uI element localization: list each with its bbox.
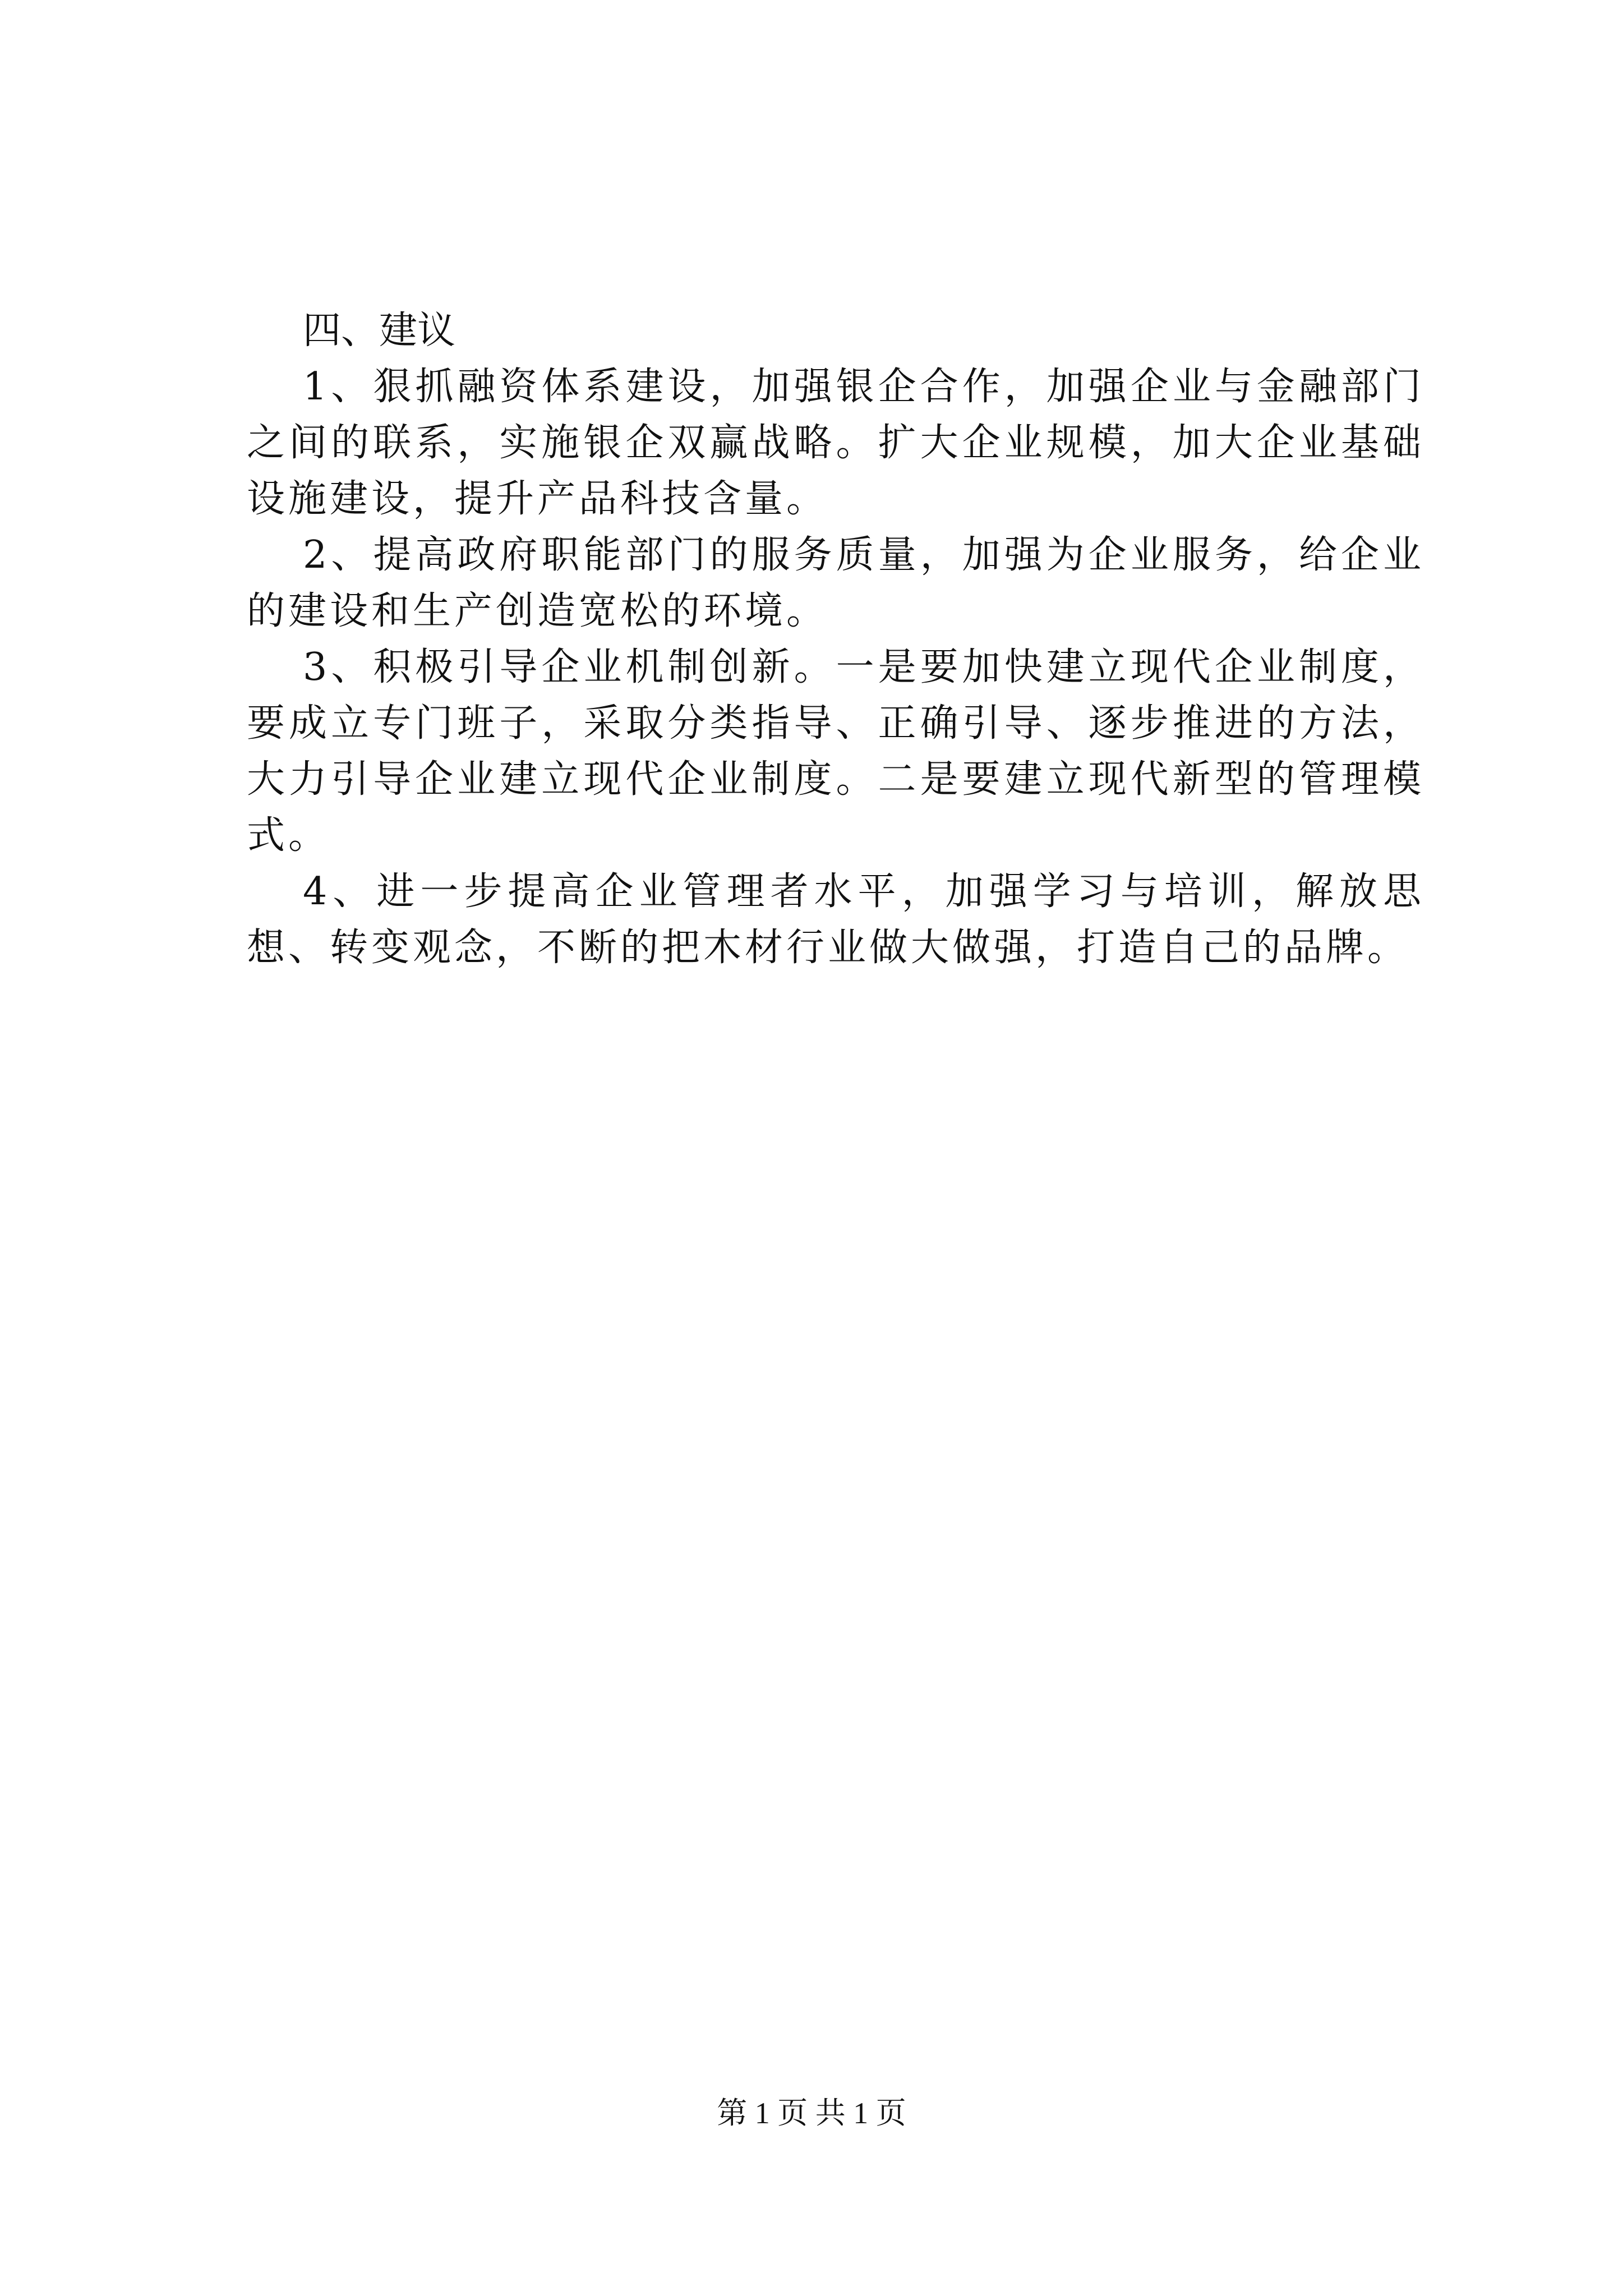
document-body <box>247 303 1424 976</box>
page-number-footer: 第 1 页 共 1 页 <box>717 2096 906 2130</box>
paragraph-1: 1、狠抓融资体系建设，加强银企合作，加强企业与金融部门之间的联系，实施银企双赢战略。扩大企业规模，加大企业基础设施建设，提升产品科技含量。 <box>247 365 1424 521</box>
paragraph-4: 4、进一步提高企业管理者水平，加强学习与培训，解放思想、转变观念，不断的把木材行业做大做强，打造自己的品牌。 <box>247 869 1424 970</box>
paragraph-3: 3、积极引导企业机制创新。一是要加快建立现代企业制度，要成立专门班子，采取分类指导、正确引导、逐步推进的方法，大力引导企业建立现代企业制度。二是要建立现代新型的管理模式。 <box>247 645 1424 858</box>
paragraph-2: 2、提高政府职能部门的服务质量，加强为企业服务，给企业的建设和生产创造宽松的环境。 <box>247 533 1424 633</box>
section-heading: 四、建议 <box>303 309 456 353</box>
